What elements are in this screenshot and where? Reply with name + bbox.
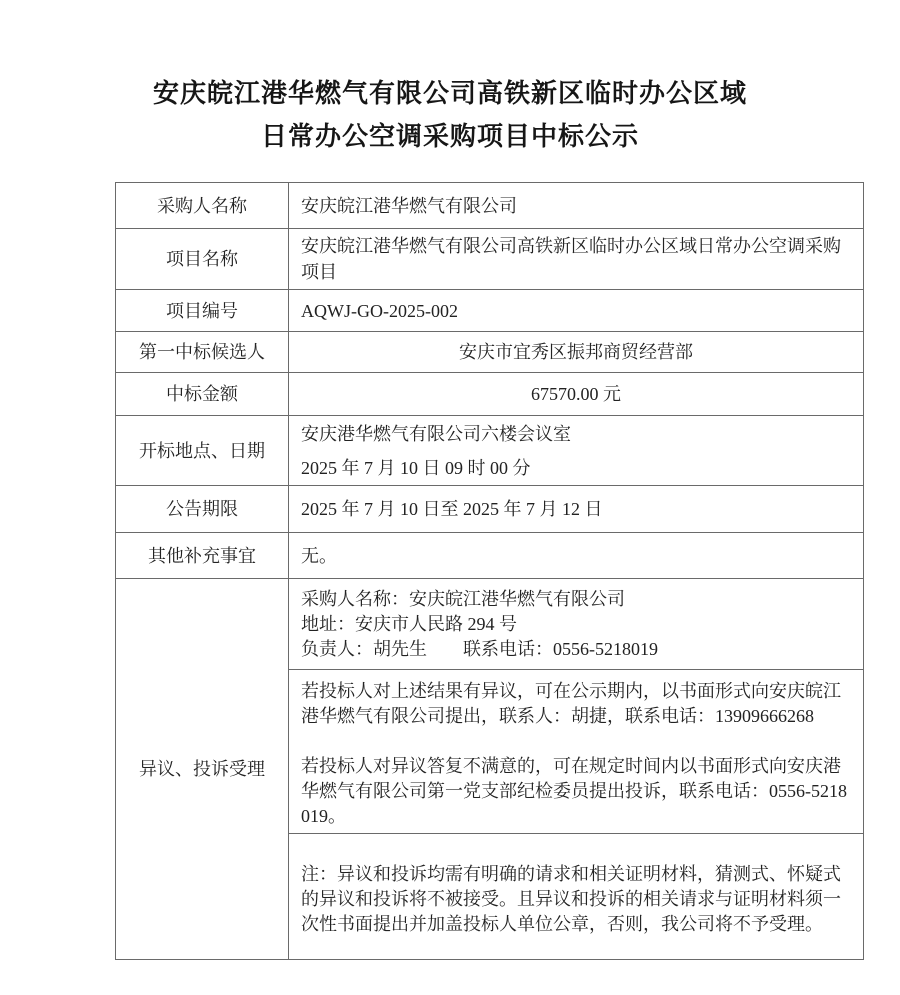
- table-row-announcement-period: [116, 486, 864, 533]
- objection-contact-purchaser: 采购人名称：安庆皖江港华燃气有限公司: [301, 588, 625, 609]
- row-value-announcement-period: 2025 年 7 月 10 日至 2025 年 7 月 12 日: [289, 486, 864, 533]
- table-row-bid-opening: [116, 416, 864, 486]
- row-label-announcement-period: 公告期限: [116, 486, 289, 533]
- table-row-award-amount: [116, 373, 864, 416]
- page-title: [0, 0, 900, 158]
- row-label-project-name: 项目名称: [116, 229, 289, 290]
- table-row-first-candidate: [116, 332, 864, 373]
- row-label-other-matters: 其他补充事宜: [116, 533, 289, 579]
- table-row-other-matters: [116, 533, 864, 579]
- objection-note-cell: [289, 834, 864, 960]
- row-value-other-matters: 无。: [289, 533, 864, 579]
- row-value-award-amount: 67570.00 元: [289, 373, 864, 416]
- row-label-award-amount: 中标金额: [116, 373, 289, 416]
- row-value-project-number: AQWJ-GO-2025-002: [289, 290, 864, 332]
- row-value-project-name: 安庆皖江港华燃气有限公司高铁新区临时办公区域日常办公空调采购项目: [289, 229, 864, 290]
- objection-process-paragraph-1: 若投标人对上述结果有异议，可在公示期内，以书面形式向安庆皖江港华燃气有限公司提出，联系人：胡捷，联系电话：13909666268: [301, 681, 841, 726]
- objection-contact-address: 地址：安庆市人民路 294 号: [301, 613, 517, 634]
- row-value-bid-opening: [289, 416, 864, 486]
- row-label-purchaser: 采购人名称: [116, 183, 289, 229]
- title-line-2: 日常办公空调采购项目中标公示: [260, 122, 639, 151]
- objection-process-paragraph-2: 若投标人对异议答复不满意的，可在规定时间内以书面形式向安庆港华燃气有限公司第一党支部纪检委员提出投诉，联系电话：0556-5218019。: [301, 756, 847, 826]
- table-row-objection-contact: [116, 579, 864, 670]
- row-label-first-candidate: 第一中标候选人: [116, 332, 289, 373]
- table-row-project-number: [116, 290, 864, 332]
- objection-contact-person: 负责人：胡先生 联系电话：0556-5218019: [301, 638, 658, 659]
- row-label-objection: 异议、投诉受理: [116, 579, 289, 960]
- table-row-project-name: [116, 229, 864, 290]
- objection-note-paragraph: 注：异议和投诉均需有明确的请求和相关证明材料，猜测式、怀疑式的异议和投诉将不被接受。且异议和投诉的相关请求与证明材料须一次性书面提出并加盖投标人单位公章，否则，我公司将不予受理。: [301, 863, 841, 934]
- row-value-first-candidate: 安庆市宜秀区振邦商贸经营部: [289, 332, 864, 373]
- row-label-bid-opening: 开标地点、日期: [116, 416, 289, 486]
- title-line-1: 安庆皖江港华燃气有限公司高铁新区临时办公区域: [152, 79, 747, 108]
- bid-opening-place: 安庆港华燃气有限公司六楼会议室: [301, 423, 571, 444]
- objection-contact-cell: [289, 579, 864, 670]
- row-value-purchaser: 安庆皖江港华燃气有限公司: [289, 183, 864, 229]
- objection-process-cell: [289, 670, 864, 834]
- bid-opening-datetime: 2025 年 7 月 10 日 09 时 00 分: [301, 457, 531, 478]
- table-row-purchaser: [116, 183, 864, 229]
- row-label-project-number: 项目编号: [116, 290, 289, 332]
- announcement-table: [115, 182, 864, 960]
